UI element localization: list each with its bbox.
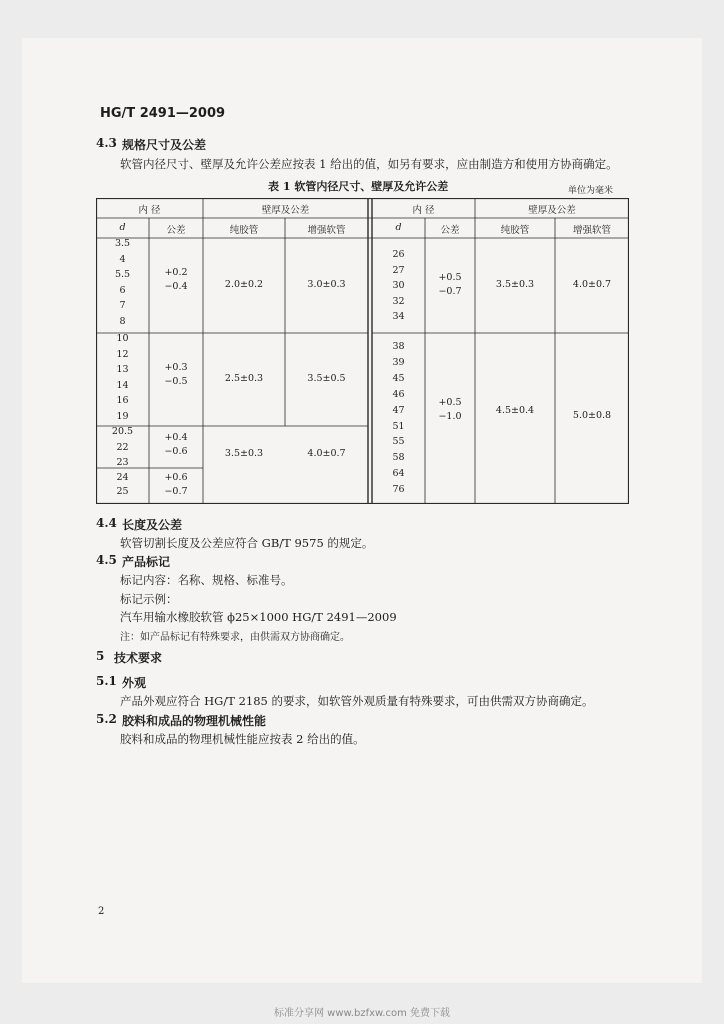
section-5-1-title: 外观: [122, 676, 147, 690]
section-4-3-number: 4.3: [96, 136, 117, 150]
section-5-2-number: 5.2: [96, 712, 117, 726]
header-pure-left: 纯胶管: [229, 225, 259, 236]
section-4-3-title: 规格尺寸及公差: [122, 138, 207, 152]
table-1-caption: 表 1 软管内径尺寸、壁厚及允许公差: [268, 180, 449, 193]
section-5-1-text: 产品外观应符合 HG/T 2185 的要求，如软管外观质量有特殊要求，可由供需双方协商确定。: [120, 694, 594, 708]
header-inner-diameter-left: 内 径: [138, 205, 161, 216]
header-d-right: d: [395, 222, 402, 233]
section-4-3-text: 软管内径尺寸、壁厚及允许公差应按表 1 给出的值，如另有要求，应由制造方和使用方协商确定。: [120, 157, 618, 171]
table-1: [96, 198, 629, 504]
left-group-4-tolerance: +0.6 −0.7: [164, 472, 188, 497]
section-5-2-title: 胶料和成品的物理机械性能: [122, 714, 267, 728]
right-group-2-reinforced: 5.0±0.8: [572, 410, 612, 421]
section-5-title: 技术要求: [114, 651, 163, 665]
header-d-left: d: [119, 222, 126, 233]
header-inner-diameter-right: 内 径: [412, 205, 435, 216]
left-group-1-tolerance: +0.2 −0.4: [164, 267, 188, 292]
right-group-2-tolerance: +0.5 −1.0: [438, 397, 462, 422]
section-5-1-number: 5.1: [96, 674, 117, 688]
left-group-3-reinforced: 4.0±0.7: [307, 448, 346, 459]
page-number: 2: [98, 906, 105, 917]
section-4-5-title: 产品标记: [122, 555, 171, 569]
marking-example: 汽车用输水橡胶软管 ϕ25×1000 HG/T 2491—2009: [120, 610, 397, 624]
left-group-2-diameters: 10 12 13 14 16 19: [116, 333, 129, 422]
left-group-2-pure: 2.5±0.3: [224, 373, 264, 384]
right-group-1-pure: 3.5±0.3: [495, 279, 535, 290]
section-5-2-text: 胶料和成品的物理机械性能应按表 2 给出的值。: [120, 732, 365, 746]
left-group-3-tolerance: +0.4 −0.6: [164, 432, 188, 457]
header-tolerance-right: 公差: [440, 225, 460, 236]
left-group-3-diameters: 20.5 22 23: [111, 426, 134, 469]
watermark-footer: 标准分享网 www.bzfxw.com 免费下载: [274, 1008, 450, 1019]
right-group-1-diameters: 26 27 30 32 34: [392, 249, 405, 323]
header-wall-left: 壁厚及公差: [261, 205, 310, 216]
header-reinforced-right: 增强软管: [572, 225, 611, 236]
left-group-1-reinforced: 3.0±0.3: [307, 279, 346, 290]
section-4-5-line2: 标记示例：: [120, 592, 178, 606]
section-4-5-number: 4.5: [96, 553, 117, 567]
right-group-1-reinforced: 4.0±0.7: [572, 279, 612, 290]
left-group-1-pure: 2.0±0.2: [224, 279, 264, 290]
right-group-2-diameters: 38 39 45 46 47 51 55 58 64 76: [392, 341, 405, 496]
left-group-2-tolerance: +0.3 −0.5: [164, 362, 188, 387]
section-4-4-number: 4.4: [96, 516, 117, 530]
standard-code: HG/T 2491—2009: [100, 106, 226, 121]
header-reinforced-left: 增强软管: [307, 225, 346, 236]
table-1-unit: 单位为毫米: [568, 186, 614, 196]
header-wall-right: 壁厚及公差: [528, 205, 576, 216]
left-group-4-diameters: 24 25: [116, 472, 129, 497]
header-tolerance-left: 公差: [166, 225, 186, 236]
left-group-2-reinforced: 3.5±0.5: [307, 373, 346, 384]
left-group-3-pure: 3.5±0.3: [224, 448, 264, 459]
marking-note: 注：如产品标记有特殊要求，由供需双方协商确定。: [120, 632, 350, 643]
left-group-1-diameters: 3.5 4 5.5 6 7 8: [114, 238, 131, 327]
section-4-4-title: 长度及公差: [122, 518, 183, 532]
right-group-2-pure: 4.5±0.4: [495, 405, 535, 416]
section-5-number: 5: [96, 649, 105, 663]
section-4-4-text: 软管切割长度及公差应符合 GB/T 9575 的规定。: [120, 536, 374, 550]
header-pure-right: 纯胶管: [500, 225, 530, 236]
section-4-5-line1: 标记内容：名称、规格、标准号。: [120, 573, 293, 587]
right-group-1-tolerance: +0.5 −0.7: [438, 272, 462, 297]
